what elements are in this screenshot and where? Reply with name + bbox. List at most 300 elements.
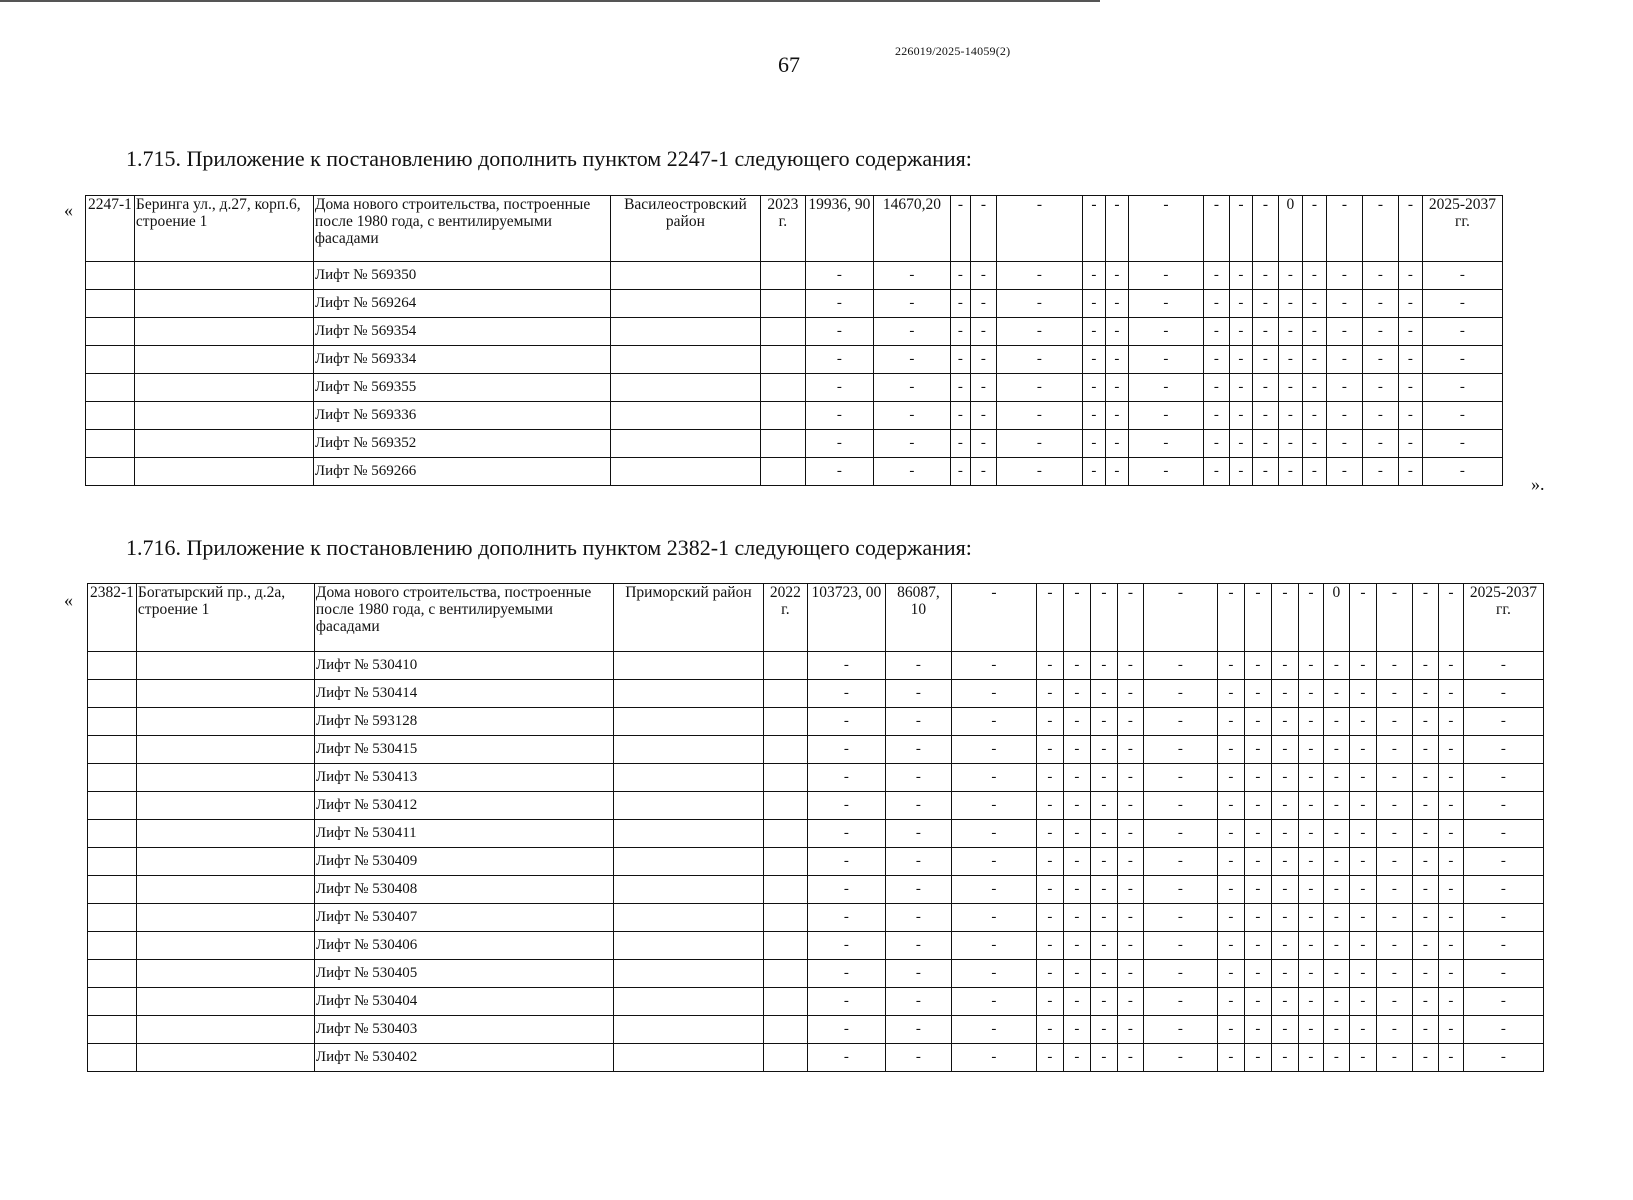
dash-cell: - bbox=[1143, 680, 1217, 708]
dash-cell: - bbox=[970, 262, 996, 290]
lift-row bbox=[88, 904, 1544, 932]
dash-cell: - bbox=[1244, 904, 1271, 932]
dash-cell: - bbox=[1278, 430, 1302, 458]
dash-cell: - bbox=[1438, 708, 1463, 736]
dash-cell: - bbox=[996, 318, 1082, 346]
dash-cell: - bbox=[1412, 960, 1438, 988]
dash-cell: - bbox=[1271, 708, 1298, 736]
dash-cell: - bbox=[1090, 764, 1117, 792]
address: Беринга ул., д.27, корп.6, строение 1 bbox=[134, 196, 313, 262]
lift-row bbox=[86, 290, 1503, 318]
dash-cell: - bbox=[1278, 402, 1302, 430]
dash-cell: - bbox=[1143, 988, 1217, 1016]
empty-cell bbox=[88, 932, 137, 960]
lift-row bbox=[88, 848, 1544, 876]
dash-cell: - bbox=[1117, 848, 1143, 876]
work-cell: - bbox=[1217, 584, 1244, 652]
dash-cell: - bbox=[1117, 1044, 1143, 1072]
empty-cell bbox=[86, 290, 135, 318]
dash-cell: - bbox=[1090, 932, 1117, 960]
dash-cell: - bbox=[1298, 876, 1323, 904]
empty-cell bbox=[88, 848, 137, 876]
dash-cell: - bbox=[873, 402, 950, 430]
dash-cell: - bbox=[1143, 764, 1217, 792]
dash-cell: - bbox=[1063, 708, 1090, 736]
empty-cell bbox=[763, 1044, 807, 1072]
area-total: 19936, 90 bbox=[805, 196, 873, 262]
work-cell: - bbox=[1063, 584, 1090, 652]
dash-cell: - bbox=[970, 374, 996, 402]
section-heading-1716: 1.716. Приложение к постановлению дополнить пунктом 2382-1 следующего содержания: bbox=[126, 535, 972, 560]
lift-row bbox=[88, 876, 1544, 904]
dash-cell: - bbox=[1298, 988, 1323, 1016]
dash-cell: - bbox=[1143, 904, 1217, 932]
dash-cell: - bbox=[1326, 290, 1362, 318]
dash-cell: - bbox=[885, 736, 951, 764]
dash-cell: - bbox=[1203, 402, 1229, 430]
dash-cell: - bbox=[1323, 652, 1349, 680]
lift-row bbox=[88, 792, 1544, 820]
empty-cell bbox=[86, 458, 135, 486]
lift-row bbox=[88, 708, 1544, 736]
work-cell: - bbox=[1117, 584, 1143, 652]
lift-name: Лифт № 530413 bbox=[314, 764, 613, 792]
dash-cell: - bbox=[1271, 764, 1298, 792]
empty-cell bbox=[136, 1044, 314, 1072]
work-cell: - bbox=[1349, 584, 1376, 652]
dash-cell: - bbox=[951, 680, 1036, 708]
dash-cell: - bbox=[1252, 346, 1278, 374]
dash-cell: - bbox=[1323, 1044, 1349, 1072]
dash-cell: - bbox=[1349, 820, 1376, 848]
empty-cell bbox=[88, 652, 137, 680]
dash-cell: - bbox=[1463, 932, 1543, 960]
lift-name: Лифт № 593128 bbox=[314, 708, 613, 736]
dash-cell: - bbox=[1298, 960, 1323, 988]
item-number: 2247-1 bbox=[86, 196, 135, 262]
dash-cell: - bbox=[1117, 820, 1143, 848]
work-cell: - bbox=[1229, 196, 1252, 262]
period: 2025-2037 гг. bbox=[1422, 196, 1502, 262]
dash-cell: - bbox=[1229, 346, 1252, 374]
dash-cell: - bbox=[1090, 960, 1117, 988]
dash-cell: - bbox=[970, 402, 996, 430]
dash-cell: - bbox=[1217, 736, 1244, 764]
dash-cell: - bbox=[1438, 736, 1463, 764]
dash-cell: - bbox=[1252, 402, 1278, 430]
dash-cell: - bbox=[1412, 876, 1438, 904]
empty-cell bbox=[88, 708, 137, 736]
empty-cell bbox=[136, 932, 314, 960]
empty-cell bbox=[610, 290, 760, 318]
dash-cell: - bbox=[1271, 932, 1298, 960]
empty-cell bbox=[763, 792, 807, 820]
lift-name: Лифт № 530402 bbox=[314, 1044, 613, 1072]
dash-cell: - bbox=[1244, 960, 1271, 988]
dash-cell: - bbox=[1244, 680, 1271, 708]
dash-cell: - bbox=[1349, 680, 1376, 708]
dash-cell: - bbox=[1090, 680, 1117, 708]
dash-cell: - bbox=[1090, 652, 1117, 680]
dash-cell: - bbox=[1128, 318, 1203, 346]
empty-cell bbox=[610, 262, 760, 290]
dash-cell: - bbox=[1422, 458, 1502, 486]
empty-cell bbox=[613, 904, 763, 932]
dash-cell: - bbox=[1063, 820, 1090, 848]
table-header-row bbox=[86, 196, 1503, 262]
dash-cell: - bbox=[1217, 932, 1244, 960]
empty-cell bbox=[613, 820, 763, 848]
dash-cell: - bbox=[1036, 960, 1063, 988]
empty-cell bbox=[88, 988, 137, 1016]
dash-cell: - bbox=[1063, 652, 1090, 680]
dash-cell: - bbox=[1376, 1044, 1412, 1072]
dash-cell: - bbox=[1412, 988, 1438, 1016]
lift-row bbox=[88, 820, 1544, 848]
dash-cell: - bbox=[1349, 792, 1376, 820]
dash-cell: - bbox=[873, 262, 950, 290]
dash-cell: - bbox=[1090, 820, 1117, 848]
dash-cell: - bbox=[1463, 820, 1543, 848]
work-cell: - bbox=[1438, 584, 1463, 652]
dash-cell: - bbox=[1143, 652, 1217, 680]
dash-cell: - bbox=[1217, 652, 1244, 680]
dash-cell: - bbox=[1463, 960, 1543, 988]
work-cell: - bbox=[1082, 196, 1105, 262]
dash-cell: - bbox=[885, 904, 951, 932]
dash-cell: - bbox=[885, 1044, 951, 1072]
dash-cell: - bbox=[1376, 876, 1412, 904]
empty-cell bbox=[760, 402, 805, 430]
dash-cell: - bbox=[1376, 792, 1412, 820]
dash-cell: - bbox=[1217, 820, 1244, 848]
empty-cell bbox=[136, 680, 314, 708]
dash-cell: - bbox=[1412, 904, 1438, 932]
dash-cell: - bbox=[1398, 374, 1422, 402]
dash-cell: - bbox=[807, 876, 885, 904]
dash-cell: - bbox=[1036, 848, 1063, 876]
dash-cell: - bbox=[1244, 764, 1271, 792]
dash-cell: - bbox=[1463, 988, 1543, 1016]
empty-cell bbox=[136, 736, 314, 764]
dash-cell: - bbox=[1412, 1016, 1438, 1044]
dash-cell: - bbox=[1278, 290, 1302, 318]
dash-cell: - bbox=[807, 792, 885, 820]
dash-cell: - bbox=[1323, 736, 1349, 764]
open-quote: « bbox=[64, 200, 73, 220]
dash-cell: - bbox=[1105, 430, 1128, 458]
dash-cell: - bbox=[1090, 1016, 1117, 1044]
year: 2022 г. bbox=[763, 584, 807, 652]
dash-cell: - bbox=[805, 346, 873, 374]
dash-cell: - bbox=[807, 1016, 885, 1044]
empty-cell bbox=[86, 262, 135, 290]
dash-cell: - bbox=[1244, 848, 1271, 876]
work-cell: - bbox=[1298, 584, 1323, 652]
dash-cell: - bbox=[1082, 318, 1105, 346]
dash-cell: - bbox=[1463, 652, 1543, 680]
dash-cell: - bbox=[1143, 848, 1217, 876]
dash-cell: - bbox=[1438, 652, 1463, 680]
empty-cell bbox=[134, 402, 313, 430]
dash-cell: - bbox=[1117, 1016, 1143, 1044]
dash-cell: - bbox=[1412, 848, 1438, 876]
dash-cell: - bbox=[1422, 402, 1502, 430]
top-rule bbox=[0, 0, 1100, 2]
dash-cell: - bbox=[1302, 430, 1326, 458]
dash-cell: - bbox=[1090, 708, 1117, 736]
work-cell: - bbox=[1143, 584, 1217, 652]
dash-cell: - bbox=[807, 680, 885, 708]
dash-cell: - bbox=[1463, 764, 1543, 792]
dash-cell: - bbox=[805, 318, 873, 346]
dash-cell: - bbox=[1143, 708, 1217, 736]
area-living: 86087, 10 bbox=[885, 584, 951, 652]
lift-row bbox=[88, 932, 1544, 960]
dash-cell: - bbox=[1362, 290, 1398, 318]
dash-cell: - bbox=[950, 402, 970, 430]
dash-cell: - bbox=[1302, 346, 1326, 374]
dash-cell: - bbox=[1422, 346, 1502, 374]
lift-row bbox=[86, 402, 1503, 430]
dash-cell: - bbox=[1362, 346, 1398, 374]
dash-cell: - bbox=[1082, 458, 1105, 486]
dash-cell: - bbox=[1376, 680, 1412, 708]
dash-cell: - bbox=[1217, 708, 1244, 736]
dash-cell: - bbox=[1117, 652, 1143, 680]
dash-cell: - bbox=[1302, 290, 1326, 318]
dash-cell: - bbox=[1362, 262, 1398, 290]
dash-cell: - bbox=[1105, 290, 1128, 318]
dash-cell: - bbox=[1422, 374, 1502, 402]
empty-cell bbox=[86, 346, 135, 374]
empty-cell bbox=[88, 680, 137, 708]
dash-cell: - bbox=[1217, 792, 1244, 820]
dash-cell: - bbox=[885, 848, 951, 876]
lift-row bbox=[88, 764, 1544, 792]
open-quote: « bbox=[64, 590, 73, 610]
empty-cell bbox=[136, 820, 314, 848]
empty-cell bbox=[136, 904, 314, 932]
empty-cell bbox=[613, 960, 763, 988]
dash-cell: - bbox=[951, 764, 1036, 792]
dash-cell: - bbox=[951, 904, 1036, 932]
dash-cell: - bbox=[1117, 932, 1143, 960]
dash-cell: - bbox=[1203, 262, 1229, 290]
lift-name: Лифт № 530412 bbox=[314, 792, 613, 820]
dash-cell: - bbox=[807, 736, 885, 764]
empty-cell bbox=[610, 402, 760, 430]
dash-cell: - bbox=[1063, 904, 1090, 932]
dash-cell: - bbox=[1463, 708, 1543, 736]
dash-cell: - bbox=[1362, 458, 1398, 486]
dash-cell: - bbox=[1422, 290, 1502, 318]
dash-cell: - bbox=[885, 960, 951, 988]
empty-cell bbox=[134, 262, 313, 290]
dash-cell: - bbox=[1217, 988, 1244, 1016]
dash-cell: - bbox=[1082, 290, 1105, 318]
area-living: 14670,20 bbox=[873, 196, 950, 262]
empty-cell bbox=[613, 764, 763, 792]
dash-cell: - bbox=[1376, 708, 1412, 736]
dash-cell: - bbox=[1090, 988, 1117, 1016]
dash-cell: - bbox=[1362, 318, 1398, 346]
district: Василеостровский район bbox=[610, 196, 760, 262]
empty-cell bbox=[763, 904, 807, 932]
empty-cell bbox=[760, 430, 805, 458]
dash-cell: - bbox=[1398, 458, 1422, 486]
dash-cell: - bbox=[1036, 708, 1063, 736]
empty-cell bbox=[760, 374, 805, 402]
dash-cell: - bbox=[1349, 876, 1376, 904]
empty-cell bbox=[613, 848, 763, 876]
dash-cell: - bbox=[1090, 848, 1117, 876]
dash-cell: - bbox=[996, 346, 1082, 374]
dash-cell: - bbox=[1063, 1016, 1090, 1044]
dash-cell: - bbox=[1376, 848, 1412, 876]
dash-cell: - bbox=[1323, 680, 1349, 708]
dash-cell: - bbox=[885, 1016, 951, 1044]
dash-cell: - bbox=[996, 458, 1082, 486]
dash-cell: - bbox=[1229, 318, 1252, 346]
dash-cell: - bbox=[1090, 876, 1117, 904]
dash-cell: - bbox=[1323, 792, 1349, 820]
empty-cell bbox=[610, 318, 760, 346]
dash-cell: - bbox=[807, 820, 885, 848]
dash-cell: - bbox=[1302, 374, 1326, 402]
dash-cell: - bbox=[885, 932, 951, 960]
dash-cell: - bbox=[807, 652, 885, 680]
dash-cell: - bbox=[1229, 430, 1252, 458]
year: 2023 г. bbox=[760, 196, 805, 262]
dash-cell: - bbox=[1128, 290, 1203, 318]
empty-cell bbox=[610, 346, 760, 374]
empty-cell bbox=[763, 680, 807, 708]
area-total: 103723, 00 bbox=[807, 584, 885, 652]
work-cell: - bbox=[1398, 196, 1422, 262]
lift-name: Лифт № 530411 bbox=[314, 820, 613, 848]
dash-cell: - bbox=[1349, 736, 1376, 764]
dash-cell: - bbox=[1271, 1016, 1298, 1044]
dash-cell: - bbox=[1323, 848, 1349, 876]
dash-cell: - bbox=[1203, 346, 1229, 374]
empty-cell bbox=[760, 318, 805, 346]
dash-cell: - bbox=[1252, 262, 1278, 290]
dash-cell: - bbox=[1349, 764, 1376, 792]
dash-cell: - bbox=[1143, 876, 1217, 904]
dash-cell: - bbox=[1349, 904, 1376, 932]
dash-cell: - bbox=[1438, 904, 1463, 932]
dash-cell: - bbox=[1143, 792, 1217, 820]
lift-name: Лифт № 530409 bbox=[314, 848, 613, 876]
lift-name: Лифт № 530406 bbox=[314, 932, 613, 960]
dash-cell: - bbox=[1117, 708, 1143, 736]
empty-cell bbox=[763, 736, 807, 764]
dash-cell: - bbox=[951, 988, 1036, 1016]
work-cell: - bbox=[996, 196, 1082, 262]
dash-cell: - bbox=[1412, 820, 1438, 848]
dash-cell: - bbox=[885, 988, 951, 1016]
dash-cell: - bbox=[1117, 960, 1143, 988]
empty-cell bbox=[136, 708, 314, 736]
dash-cell: - bbox=[1128, 346, 1203, 374]
dash-cell: - bbox=[1244, 932, 1271, 960]
section-heading-1715: 1.715. Приложение к постановлению дополнить пунктом 2247-1 следующего содержания: bbox=[126, 146, 972, 171]
dash-cell: - bbox=[1229, 402, 1252, 430]
dash-cell: - bbox=[1398, 346, 1422, 374]
dash-cell: - bbox=[885, 792, 951, 820]
period: 2025-2037 гг. bbox=[1463, 584, 1543, 652]
work-cell: - bbox=[1128, 196, 1203, 262]
dash-cell: - bbox=[1326, 374, 1362, 402]
work-cell: 0 bbox=[1278, 196, 1302, 262]
empty-cell bbox=[763, 876, 807, 904]
dash-cell: - bbox=[1298, 708, 1323, 736]
dash-cell: - bbox=[1376, 904, 1412, 932]
lift-name: Лифт № 530403 bbox=[314, 1016, 613, 1044]
dash-cell: - bbox=[807, 764, 885, 792]
dash-cell: - bbox=[885, 876, 951, 904]
building-type: Дома нового строительства, построенные после 1980 года, с вентилируемыми фасадами bbox=[313, 196, 610, 262]
dash-cell: - bbox=[970, 430, 996, 458]
dash-cell: - bbox=[1036, 876, 1063, 904]
dash-cell: - bbox=[970, 290, 996, 318]
dash-cell: - bbox=[1438, 988, 1463, 1016]
lift-name: Лифт № 569336 bbox=[313, 402, 610, 430]
dash-cell: - bbox=[1376, 736, 1412, 764]
dash-cell: - bbox=[807, 708, 885, 736]
empty-cell bbox=[88, 792, 137, 820]
lift-row bbox=[86, 374, 1503, 402]
dash-cell: - bbox=[1298, 932, 1323, 960]
dash-cell: - bbox=[1278, 374, 1302, 402]
dash-cell: - bbox=[873, 318, 950, 346]
dash-cell: - bbox=[885, 764, 951, 792]
dash-cell: - bbox=[1143, 820, 1217, 848]
empty-cell bbox=[760, 262, 805, 290]
empty-cell bbox=[760, 458, 805, 486]
dash-cell: - bbox=[805, 458, 873, 486]
lift-name: Лифт № 569334 bbox=[313, 346, 610, 374]
dash-cell: - bbox=[807, 904, 885, 932]
dash-cell: - bbox=[1326, 346, 1362, 374]
empty-cell bbox=[763, 960, 807, 988]
dash-cell: - bbox=[1203, 290, 1229, 318]
empty-cell bbox=[613, 708, 763, 736]
dash-cell: - bbox=[1128, 458, 1203, 486]
dash-cell: - bbox=[951, 652, 1036, 680]
dash-cell: - bbox=[1063, 932, 1090, 960]
dash-cell: - bbox=[951, 1016, 1036, 1044]
dash-cell: - bbox=[1036, 988, 1063, 1016]
dash-cell: - bbox=[1271, 736, 1298, 764]
dash-cell: - bbox=[1438, 792, 1463, 820]
lift-row bbox=[86, 318, 1503, 346]
building-type: Дома нового строительства, построенные после 1980 года, с вентилируемыми фасадами bbox=[314, 584, 613, 652]
dash-cell: - bbox=[1271, 848, 1298, 876]
dash-cell: - bbox=[1438, 1016, 1463, 1044]
dash-cell: - bbox=[1105, 346, 1128, 374]
empty-cell bbox=[86, 318, 135, 346]
empty-cell bbox=[613, 876, 763, 904]
dash-cell: - bbox=[1244, 1044, 1271, 1072]
dash-cell: - bbox=[1349, 652, 1376, 680]
dash-cell: - bbox=[1252, 290, 1278, 318]
dash-cell: - bbox=[1271, 652, 1298, 680]
dash-cell: - bbox=[1302, 402, 1326, 430]
dash-cell: - bbox=[1298, 736, 1323, 764]
empty-cell bbox=[86, 402, 135, 430]
